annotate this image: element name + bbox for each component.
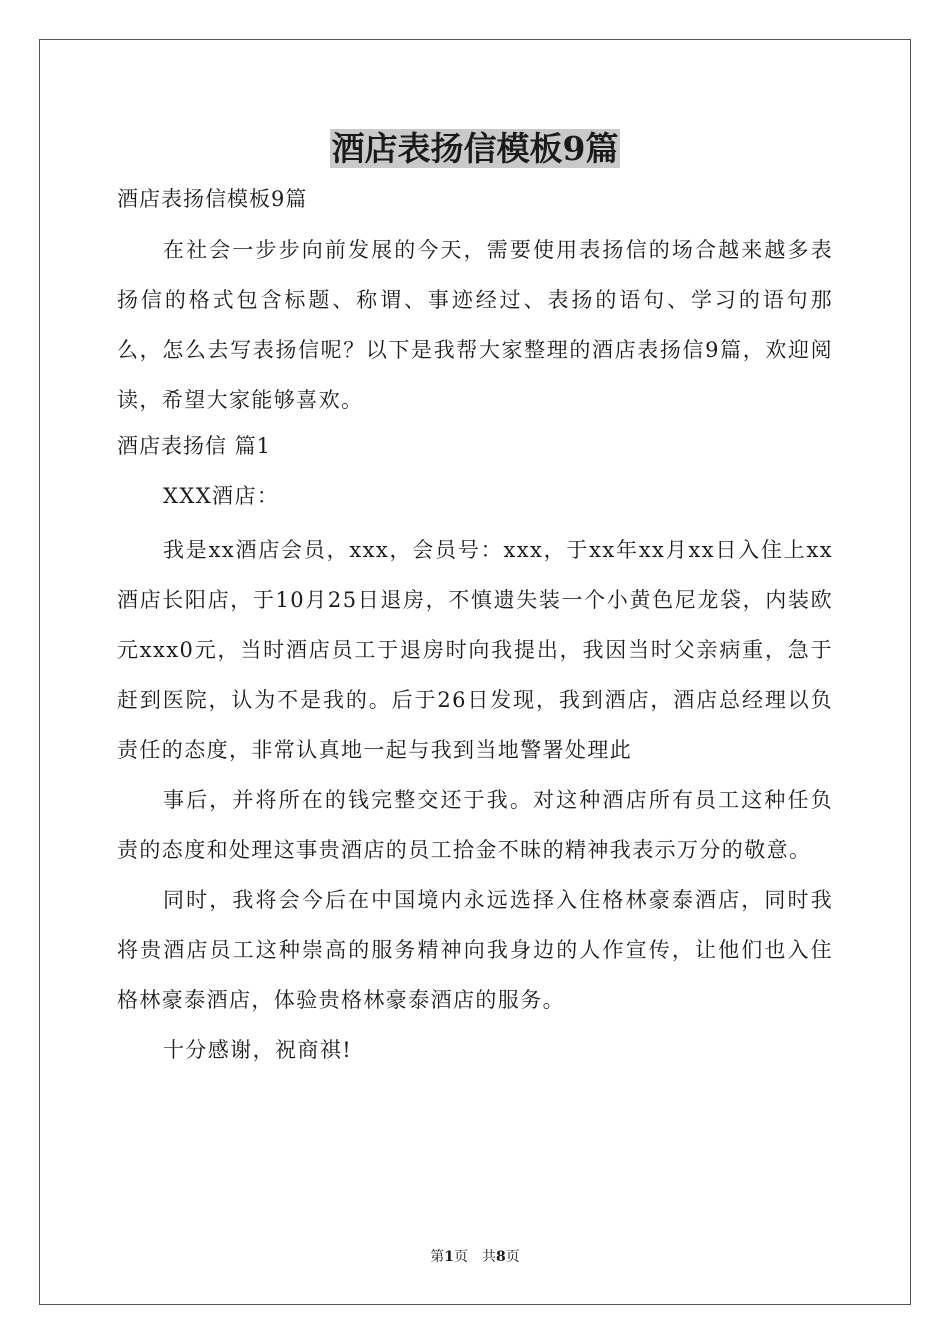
body-paragraph: 我是xx酒店会员，xxx，会员号：xxx，于xx年xx月xx日入住上xx酒店长阳店，于10月25日退房，不慎遗失装一个小黄色尼龙袋，内装欧元xxx0元，当时酒店员工于退房时向我提出，我因当时父亲病重，急于赶到医院，认为不是我的。后于26日发现，我到酒店，酒店总经理以负责任的态度，非常认真地一起与我到当地警署处理此 — [117, 538, 833, 762]
document-body — [117, 177, 833, 1075]
body-paragraph: 事后，并将所在的钱完整交还于我。对这种酒店所有员工这种任负责的态度和处理这事贵酒店的员工拾金不昧的精神我表示万分的敬意。 — [117, 788, 833, 862]
body-paragraph: 同时，我将会今后在中国境内永远选择入住格林豪泰酒店，同时我将贵酒店员工这种崇高的服务精神向我身边的人作宣传，让他们也入住格林豪泰酒店，体验贵格林豪泰酒店的服务。 — [117, 888, 833, 1012]
footer-page-prefix: 第 — [430, 1249, 445, 1265]
document-title — [0, 126, 950, 172]
section-heading: 酒店表扬信 篇1 — [117, 434, 272, 458]
document-title-text: 酒店表扬信模板9篇 — [331, 129, 619, 168]
document-subtitle: 酒店表扬信模板9篇 — [117, 187, 308, 211]
page-footer — [0, 1246, 950, 1266]
footer-page-mid: 页 共 — [454, 1249, 496, 1265]
salutation: XXX酒店： — [163, 484, 280, 508]
footer-page-current: 1 — [444, 1249, 454, 1265]
footer-page-total: 8 — [496, 1249, 506, 1265]
footer-page-suffix: 页 — [505, 1249, 520, 1265]
intro-paragraph: 在社会一步步向前发展的今天，需要使用表扬信的场合越来越多表扬信的格式包含标题、称谓、事迹经过、表扬的语句、学习的语句那么，怎么去写表扬信呢？以下是我帮大家整理的酒店表扬信9篇，欢迎阅读，希望大家能够喜欢。 — [117, 238, 833, 412]
closing-line: 十分感谢，祝商祺! — [163, 1038, 353, 1062]
